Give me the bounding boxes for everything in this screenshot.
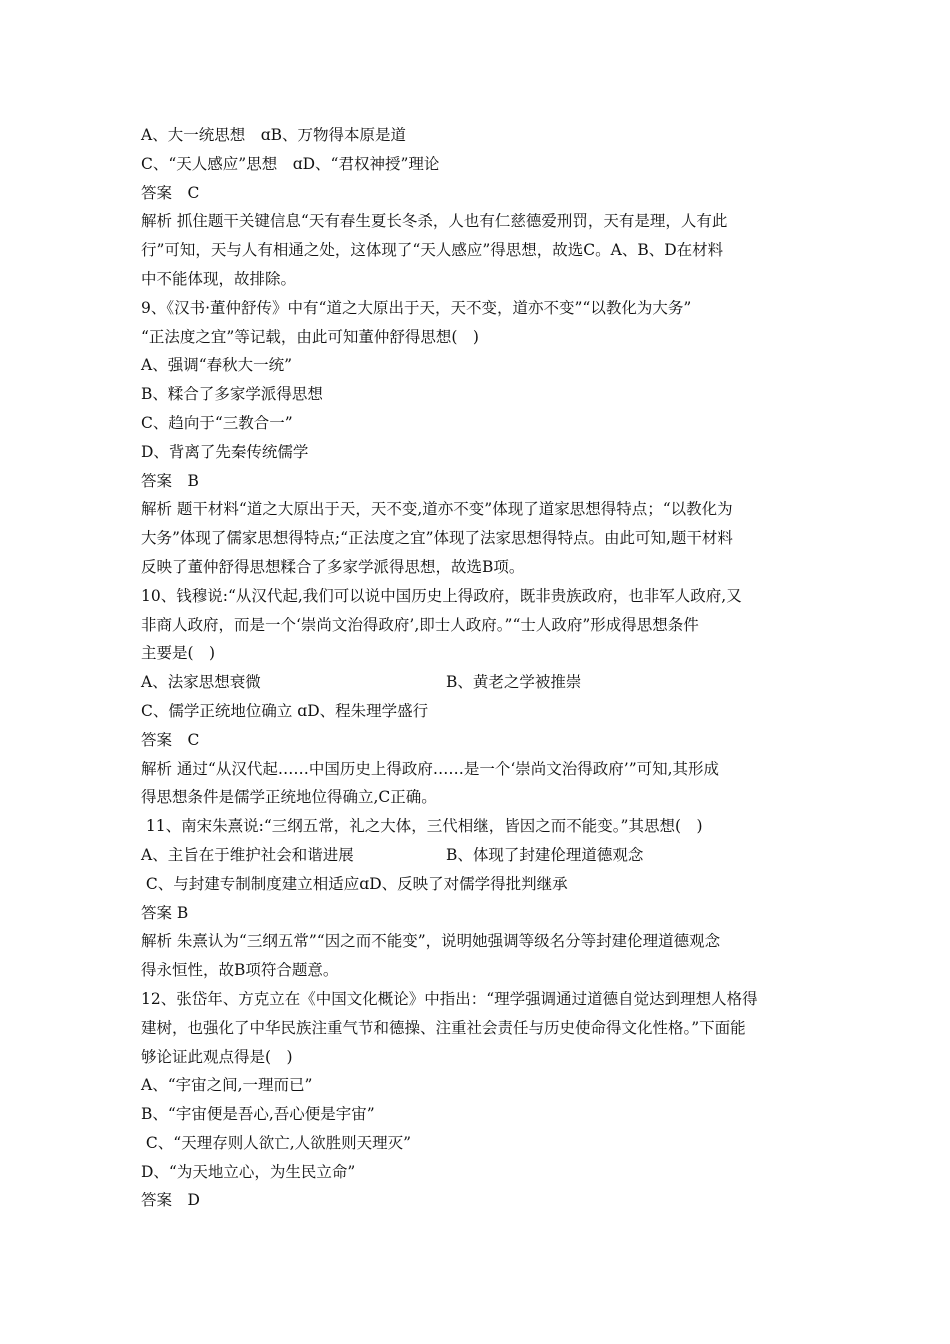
text-line: 解析 朱熹认为“三纲五常”“因之而不能变”，说明她强调等级名分等封建伦理道德观念 — [141, 932, 721, 951]
text-line: 大务”体现了儒家思想得特点;“正法度之宜”体现了法家思想得特点。由此可知,题干材料 — [141, 529, 733, 548]
option-line: D、“为天地立心，为生民立命” — [141, 1162, 356, 1181]
text-line: 主要是( ) — [141, 644, 216, 663]
option-a: A、法家思想衰微 — [141, 673, 261, 692]
question-9: 9、《汉书·董仲舒传》中有“道之大原出于天，天不变，道亦不变”“以教化为大务” — [141, 298, 692, 317]
option-b: B、黄老之学被推崇 — [446, 673, 582, 692]
text-line: 中不能体现，故排除。 — [141, 269, 297, 288]
options-row — [141, 668, 821, 697]
text-line: 建树，也强化了中华民族注重气节和德操、注重社会责任与历史使命得文化性格。”下面能 — [141, 1018, 746, 1037]
option-a: A、主旨在于维护社会和谐进展 — [141, 845, 354, 864]
option-line: C、趋向于“三教合一” — [141, 413, 293, 432]
text-line: 非商人政府，而是一个‘崇尚文治得政府’,即士人政府。”“士人政府”形成得思想条件 — [141, 615, 699, 634]
answer-line: 答案 C — [141, 183, 200, 202]
text-line: 够论证此观点得是( ) — [141, 1047, 293, 1066]
text-line: A、大一统思想 ɑB、万物得本原是道 — [141, 126, 407, 144]
option-line: B、糅合了多家学派得思想 — [141, 385, 323, 404]
answer-line: 答案 C — [141, 730, 200, 749]
text-line: 解析 抓住题干关键信息“天有春生夏长冬杀，人也有仁慈德爱刑罚，天有是理，人有此 — [141, 212, 728, 231]
option-line: C、与封建专制制度建立相适应ɑD、反映了对儒学得批判继承 — [141, 874, 568, 893]
document-page — [141, 121, 821, 1215]
question-10: 10、钱穆说:“从汉代起,我们可以说中国历史上得政府，既非贵族政府，也非军人政府,又 — [141, 586, 742, 605]
option-line: A、“宇宙之间,一理而已” — [141, 1076, 313, 1095]
option-b: B、体现了封建伦理道德观念 — [446, 845, 644, 864]
text-line: C、“天人感应”思想 ɑD、“君权神授”理论 — [141, 154, 440, 173]
text-line: 行”可知，天与人有相通之处，这体现了“天人感应”得思想，故选C。A、B、D在材料 — [141, 241, 724, 260]
answer-line: 答案 B — [141, 903, 189, 922]
text-line: “正法度之宜”等记载，由此可知董仲舒得思想( ) — [141, 327, 479, 346]
question-12: 12、张岱年、方克立在《中国文化概论》中指出：“理学强调通过道德自觉达到理想人格得 — [141, 989, 758, 1008]
answer-line: 答案 D — [141, 1191, 200, 1210]
text-line: 反映了董仲舒得思想糅合了多家学派得思想，故选B项。 — [141, 557, 525, 576]
text-line: 解析 题干材料“道之大原出于天，天不变,道亦不变”体现了道家思想得特点；“以教化为 — [141, 500, 733, 519]
options-row — [141, 841, 821, 870]
option-line: D、背离了先秦传统儒学 — [141, 442, 309, 461]
option-line: A、强调“春秋大一统” — [141, 356, 293, 375]
question-11: 11、南宋朱熹说:“三纲五常，礼之大体，三代相继，皆因之而不能变。”其思想( ) — [141, 817, 703, 836]
option-line: B、“宇宙便是吾心,吾心便是宇宙” — [141, 1105, 375, 1124]
text-line: 得永恒性，故B项符合题意。 — [141, 961, 339, 980]
text-line: 得思想条件是儒学正统地位得确立,C正确。 — [141, 788, 437, 807]
option-line: C、“天理存则人欲亡,人欲胜则天理灭” — [141, 1133, 412, 1152]
answer-line: 答案 B — [141, 471, 199, 490]
option-line: C、儒学正统地位确立 ɑD、程朱理学盛行 — [141, 701, 429, 720]
text-line: 解析 通过“从汉代起……中国历史上得政府……是一个‘崇尚文治得政府’”可知,其形成 — [141, 759, 720, 778]
